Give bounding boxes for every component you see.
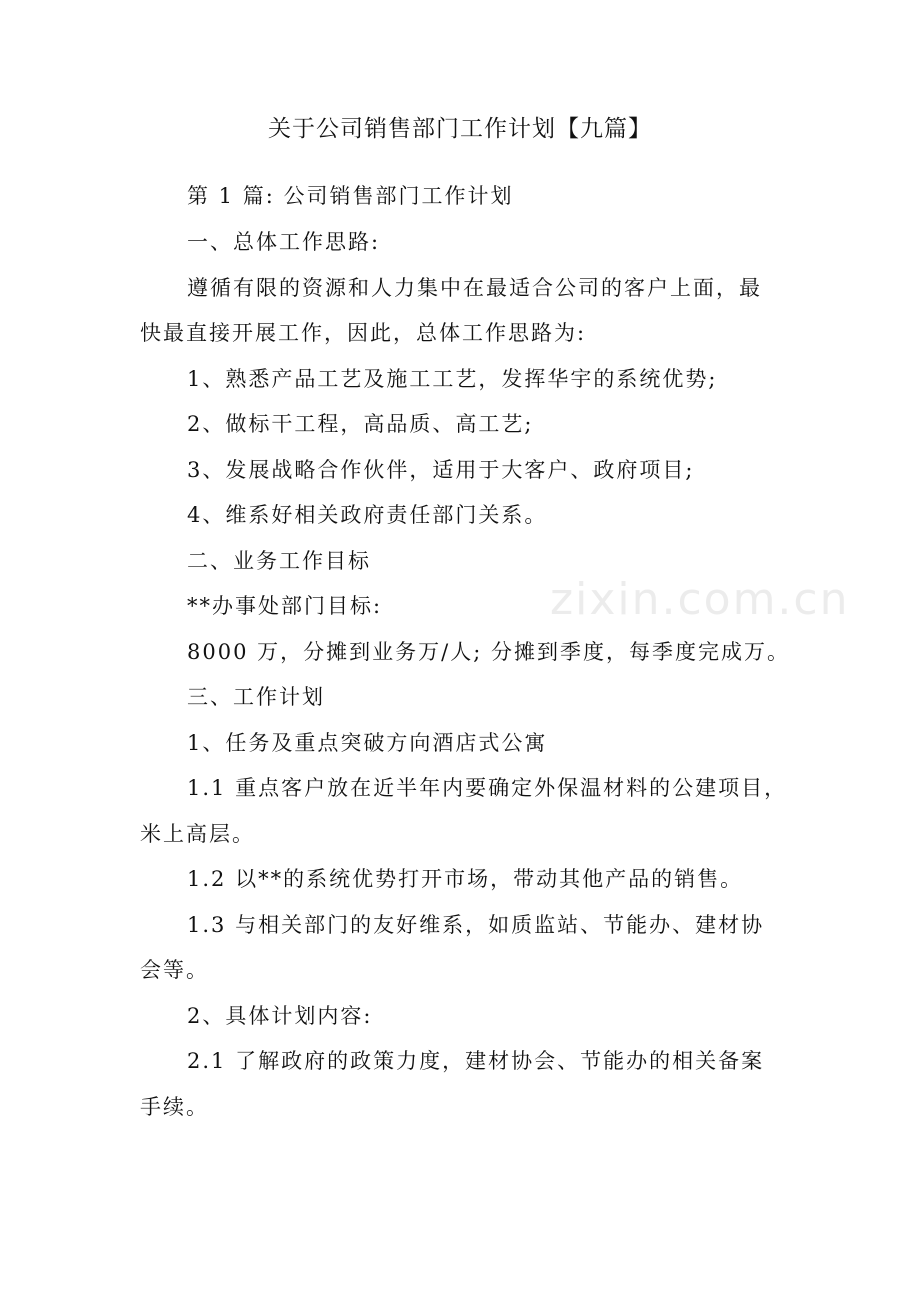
list-item: 1、任务及重点突破方向酒店式公寓 xyxy=(187,731,548,755)
list-item: 3、发展战略合作伙伴，适用于大客户、政府项目; xyxy=(187,458,695,482)
paragraph-line: 米上高层。 xyxy=(140,822,255,846)
list-item: 1、熟悉产品工艺及施工工艺，发挥华宇的系统优势; xyxy=(187,367,718,391)
heading-goals: 二、业务工作目标 xyxy=(187,549,371,573)
paragraph-line: 遵循有限的资源和人力集中在最适合公司的客户上面，最 xyxy=(187,276,762,300)
list-item: 2、做标干工程，高品质、高工艺; xyxy=(187,412,534,436)
paragraph-line: 会等。 xyxy=(140,958,209,982)
paragraph-line: 1.1 重点客户放在近半年内要确定外保温材料的公建项目， xyxy=(187,776,788,800)
paragraph-line: 手续。 xyxy=(140,1095,209,1119)
heading-overall: 一、总体工作思路: xyxy=(187,230,381,254)
paragraph-line: 8000 万，分摊到业务万/人; 分摊到季度，每季度完成万。 xyxy=(187,640,790,664)
paragraph-line: 快最直接开展工作，因此，总体工作思路为: xyxy=(140,321,587,345)
watermark: zixin.com.cn xyxy=(550,574,850,625)
list-item: 4、维系好相关政府责任部门关系。 xyxy=(187,503,548,527)
paragraph-line: 2.1 了解政府的政策力度，建材协会、节能办的相关备案 xyxy=(187,1049,765,1073)
list-item: 2、具体计划内容: xyxy=(187,1004,373,1028)
paragraph-line: 1.3 与相关部门的友好维系，如质监站、节能办、建材协 xyxy=(187,913,765,937)
heading-plan: 三、工作计划 xyxy=(187,685,325,709)
document-title: 关于公司销售部门工作计划【九篇】 xyxy=(268,116,652,142)
paragraph-line: **办事处部门目标: xyxy=(187,594,383,618)
paragraph-line: 1.2 以**的系统优势打开市场，带动其他产品的销售。 xyxy=(187,867,744,891)
section-heading: 第 1 篇: 公司销售部门工作计划 xyxy=(187,184,514,208)
